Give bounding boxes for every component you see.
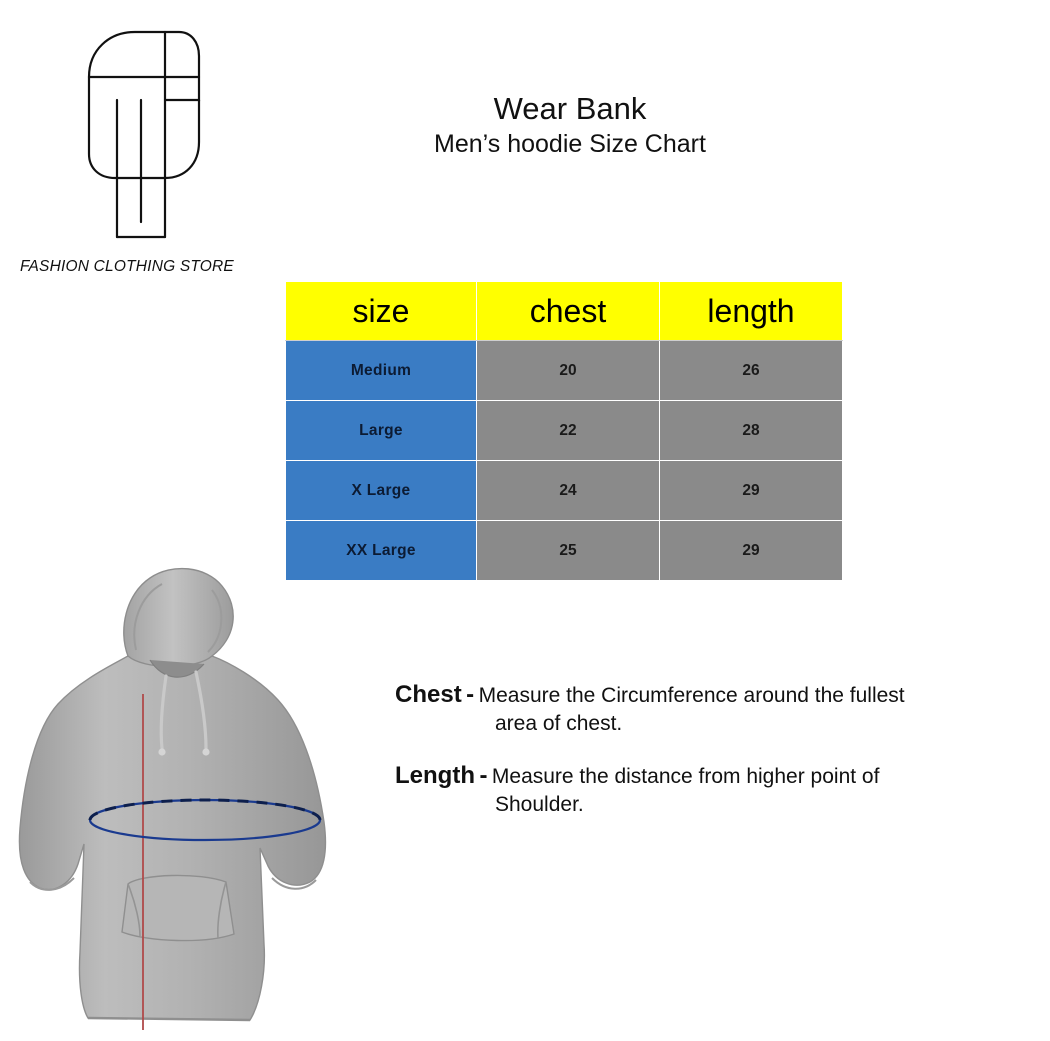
table-row [286,461,843,521]
logo-caption: FASHION CLOTHING STORE [20,258,234,275]
instruction-dash: - [479,762,488,789]
instruction-text-chest-line2: area of chest. [495,712,623,735]
instruction-text-length-line2: Shoulder. [495,793,584,816]
cell-length: 26 [660,341,843,401]
measurement-instructions [395,681,1050,843]
cell-size: Medium [286,341,477,401]
cell-length: 29 [660,521,843,581]
cell-chest: 25 [477,521,660,581]
brand-name: Wear Bank [493,91,647,126]
cell-size: Large [286,401,477,461]
logo-block [18,22,278,276]
instruction-label-length: Length [395,762,475,789]
instruction-text-length-line1: Measure the distance from higher point of [491,765,880,788]
grey-hoodie-illustration [10,552,400,1036]
cell-length: 29 [660,461,843,521]
cell-length: 28 [660,401,843,461]
instruction-length [395,762,1050,817]
column-header-size: size [286,282,477,341]
cell-size: X Large [286,461,477,521]
chart-subtitle: Men’s hoodie Size Chart [434,129,706,158]
cell-chest: 20 [477,341,660,401]
table-header-row [286,282,843,341]
instruction-chest [395,681,1050,736]
instruction-dash: - [466,681,475,708]
table-row [286,341,843,401]
cell-size: XX Large [286,521,477,581]
instruction-text-chest-line1: Measure the Circumference around the fullest [478,684,905,707]
column-header-chest: chest [477,282,660,341]
size-chart-table [285,281,843,581]
table-row [286,401,843,461]
fashion-clothing-store-monogram-icon [73,22,278,252]
instruction-label-chest: Chest [395,681,462,708]
cell-chest: 24 [477,461,660,521]
page-title [300,92,840,159]
column-header-length: length [660,282,843,341]
cell-chest: 22 [477,401,660,461]
